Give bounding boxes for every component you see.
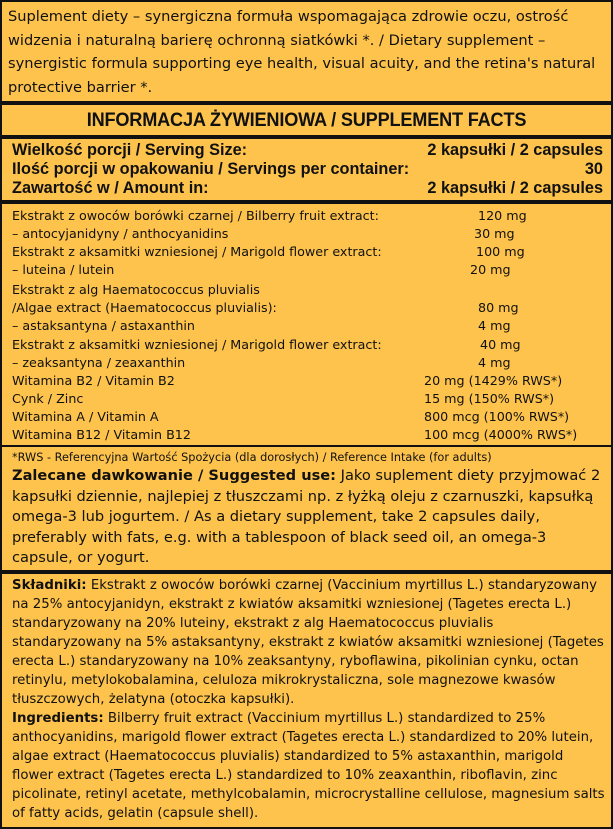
- ingredients-pl: [12, 576, 605, 709]
- serving-size-label: Wielkość porcji / Serving Size:: [12, 141, 248, 159]
- serving-size-row: [12, 141, 603, 160]
- nutrient-row: [12, 389, 611, 408]
- ingredients-section: [2, 574, 611, 823]
- nutrient-row: [12, 316, 611, 335]
- servings-per-container-label: Ilość porcji w opakowaniu / Servings per container:: [12, 160, 410, 178]
- nutrient-name: Ekstrakt z aksamitki wzniesionej / Marigold flower extract:: [12, 244, 382, 259]
- rws-note: *RWS - Referencyjna Wartość Spożycia (dla dorosłych) / Reference Intake (for adults): [12, 451, 492, 464]
- nutrient-value: 120 mg: [478, 208, 527, 223]
- nutrient-value: 100 mg: [476, 244, 525, 259]
- facts-title: INFORMACJA ŻYWIENIOWA / SUPPLEMENT FACTS: [86, 109, 527, 131]
- nutrient-name: Witamina A / Vitamin A: [12, 409, 159, 424]
- nutrient-row: [12, 353, 611, 372]
- nutrient-name: Ekstrakt z owoców borówki czarnej / Bilberry fruit extract:: [12, 208, 379, 223]
- nutrient-value: 4 mg: [478, 355, 511, 370]
- nutrient-row: [12, 206, 611, 225]
- nutrient-value: 20 mg: [470, 262, 511, 277]
- nutrient-row: [12, 260, 611, 279]
- nutrient-value: 40 mg: [480, 337, 521, 352]
- nutrient-row: [12, 224, 611, 243]
- nutrient-value: 30 mg: [474, 226, 515, 241]
- nutrient-value: 100 mcg (4000% RWS*): [424, 427, 578, 442]
- serving-info: [2, 139, 611, 200]
- nutrient-row: [12, 407, 611, 426]
- nutrient-name: – luteina / lutein: [12, 262, 115, 277]
- ingredients-pl-label: Składniki:: [12, 578, 87, 593]
- nutrient-name: – zeaksantyna / zeaxanthin: [12, 355, 186, 370]
- nutrient-name: Witamina B2 / Vitamin B2: [12, 373, 175, 388]
- nutrient-row: [12, 425, 611, 444]
- ingredients-pl-text: Ekstrakt z owoców borówki czarnej (Vaccinium myrtillus L.) standaryzowany na 25% antocyjanidyn, ekstrakt z kwiatów aksamitki wzniesionej (Tagetes erecta L.) standaryzowany na 20% luteiny, ekstrakt z alg Haematococcus pluvialis standaryzowany na 5% astaksantyny, ekstrakt z kwiatów aksamitki wzniesionej (Tagetes erecta L.) standaryzowany na 10% zeaksantyny, ryboflawina, pikolinian cynku, octan retinylu, metylokobalamina, celuloza mikrokrystaliczna, sole magnezowe kwasów tłuszczowych, żelatyna (otoczka kapsułki).: [12, 578, 604, 707]
- dosage-label: Zalecane dawkowanie / Suggested use:: [12, 467, 337, 484]
- nutrient-name: Ekstrakt z aksamitki wzniesionej / Marigold flower extract:: [12, 337, 382, 352]
- intro-text: Suplement diety – synergiczna formuła wspomagająca zdrowie oczu, ostrość widzenia i naturalną barierę ochronną siatkówki *. / Dietary supplement – synergistic formula supporting eye health, visual acuity, and the retina's natural protective barrier *.: [8, 8, 596, 96]
- nutrient-value: 4 mg: [478, 318, 511, 333]
- nutrient-name: Witamina B12 / Vitamin B12: [12, 427, 191, 442]
- nutrient-name: – antocyjanidyny / anthocyanidins: [12, 226, 229, 241]
- ingredients-en-label: Ingredients:: [12, 711, 104, 726]
- ingredients-en: [12, 709, 605, 823]
- servings-per-container-value: 30: [584, 160, 603, 178]
- nutrient-name: Cynk / Zinc: [12, 391, 84, 406]
- nutrient-row: [12, 371, 611, 390]
- nutrient-row: [12, 280, 611, 299]
- nutrient-row: [12, 242, 611, 261]
- servings-per-container-row: [12, 160, 603, 179]
- dosage-section: [2, 466, 611, 570]
- dosage-text: Jako suplement diety przyjmować 2 kapsułki dziennie, najlepiej z tłuszczami np. z łyżką oleju z czarnuszki, kapsułką omega-3 lub jogurtem. / As a dietary supplement, take 2 capsules daily, preferably with fats, e.g. with a tablespoon of black seed oil, an omega-3 capsule, or yogurt.: [12, 467, 601, 566]
- nutrient-value: 15 mg (150% RWS*): [424, 391, 555, 406]
- nutrient-value: 80 mg: [478, 300, 519, 315]
- nutrient-row: [12, 298, 611, 317]
- ingredients-en-text: Bilberry fruit extract (Vaccinium myrtillus L.) standardized to 25% anthocyanidins, marigold flower extract (Tagetes erecta L.) standardized to 20% lutein, algae extract (Haematococcus pluvialis) standardized to 5% astaxanthin, marigold flower extract (Tagetes erecta L.) standardized to 10% zeaxanthin, riboflavin, zinc picolinate, retinyl acetate, methylcobalamin, microcrystalline cellulose, magnesium salts of fatty acids, gelatin (capsule shell).: [12, 711, 605, 821]
- nutrient-value: 800 mcg (100% RWS*): [424, 409, 570, 424]
- nutrient-value: 20 mg (1429% RWS*): [424, 373, 563, 388]
- amount-row: [12, 179, 603, 198]
- nutrient-name: Ekstrakt z alg Haematococcus pluvialis: [12, 282, 260, 297]
- nutrient-row: [12, 335, 611, 354]
- amount-value: 2 kapsułki / 2 capsules: [427, 179, 603, 197]
- amount-label: Zawartość w / Amount in:: [12, 179, 209, 197]
- serving-size-value: 2 kapsułki / 2 capsules: [427, 141, 603, 159]
- nutrient-name: /Algae extract (Haematococcus pluvialis):: [12, 300, 277, 315]
- nutrient-name: – astaksantyna / astaxanthin: [12, 318, 195, 333]
- nutrient-table: [2, 204, 611, 445]
